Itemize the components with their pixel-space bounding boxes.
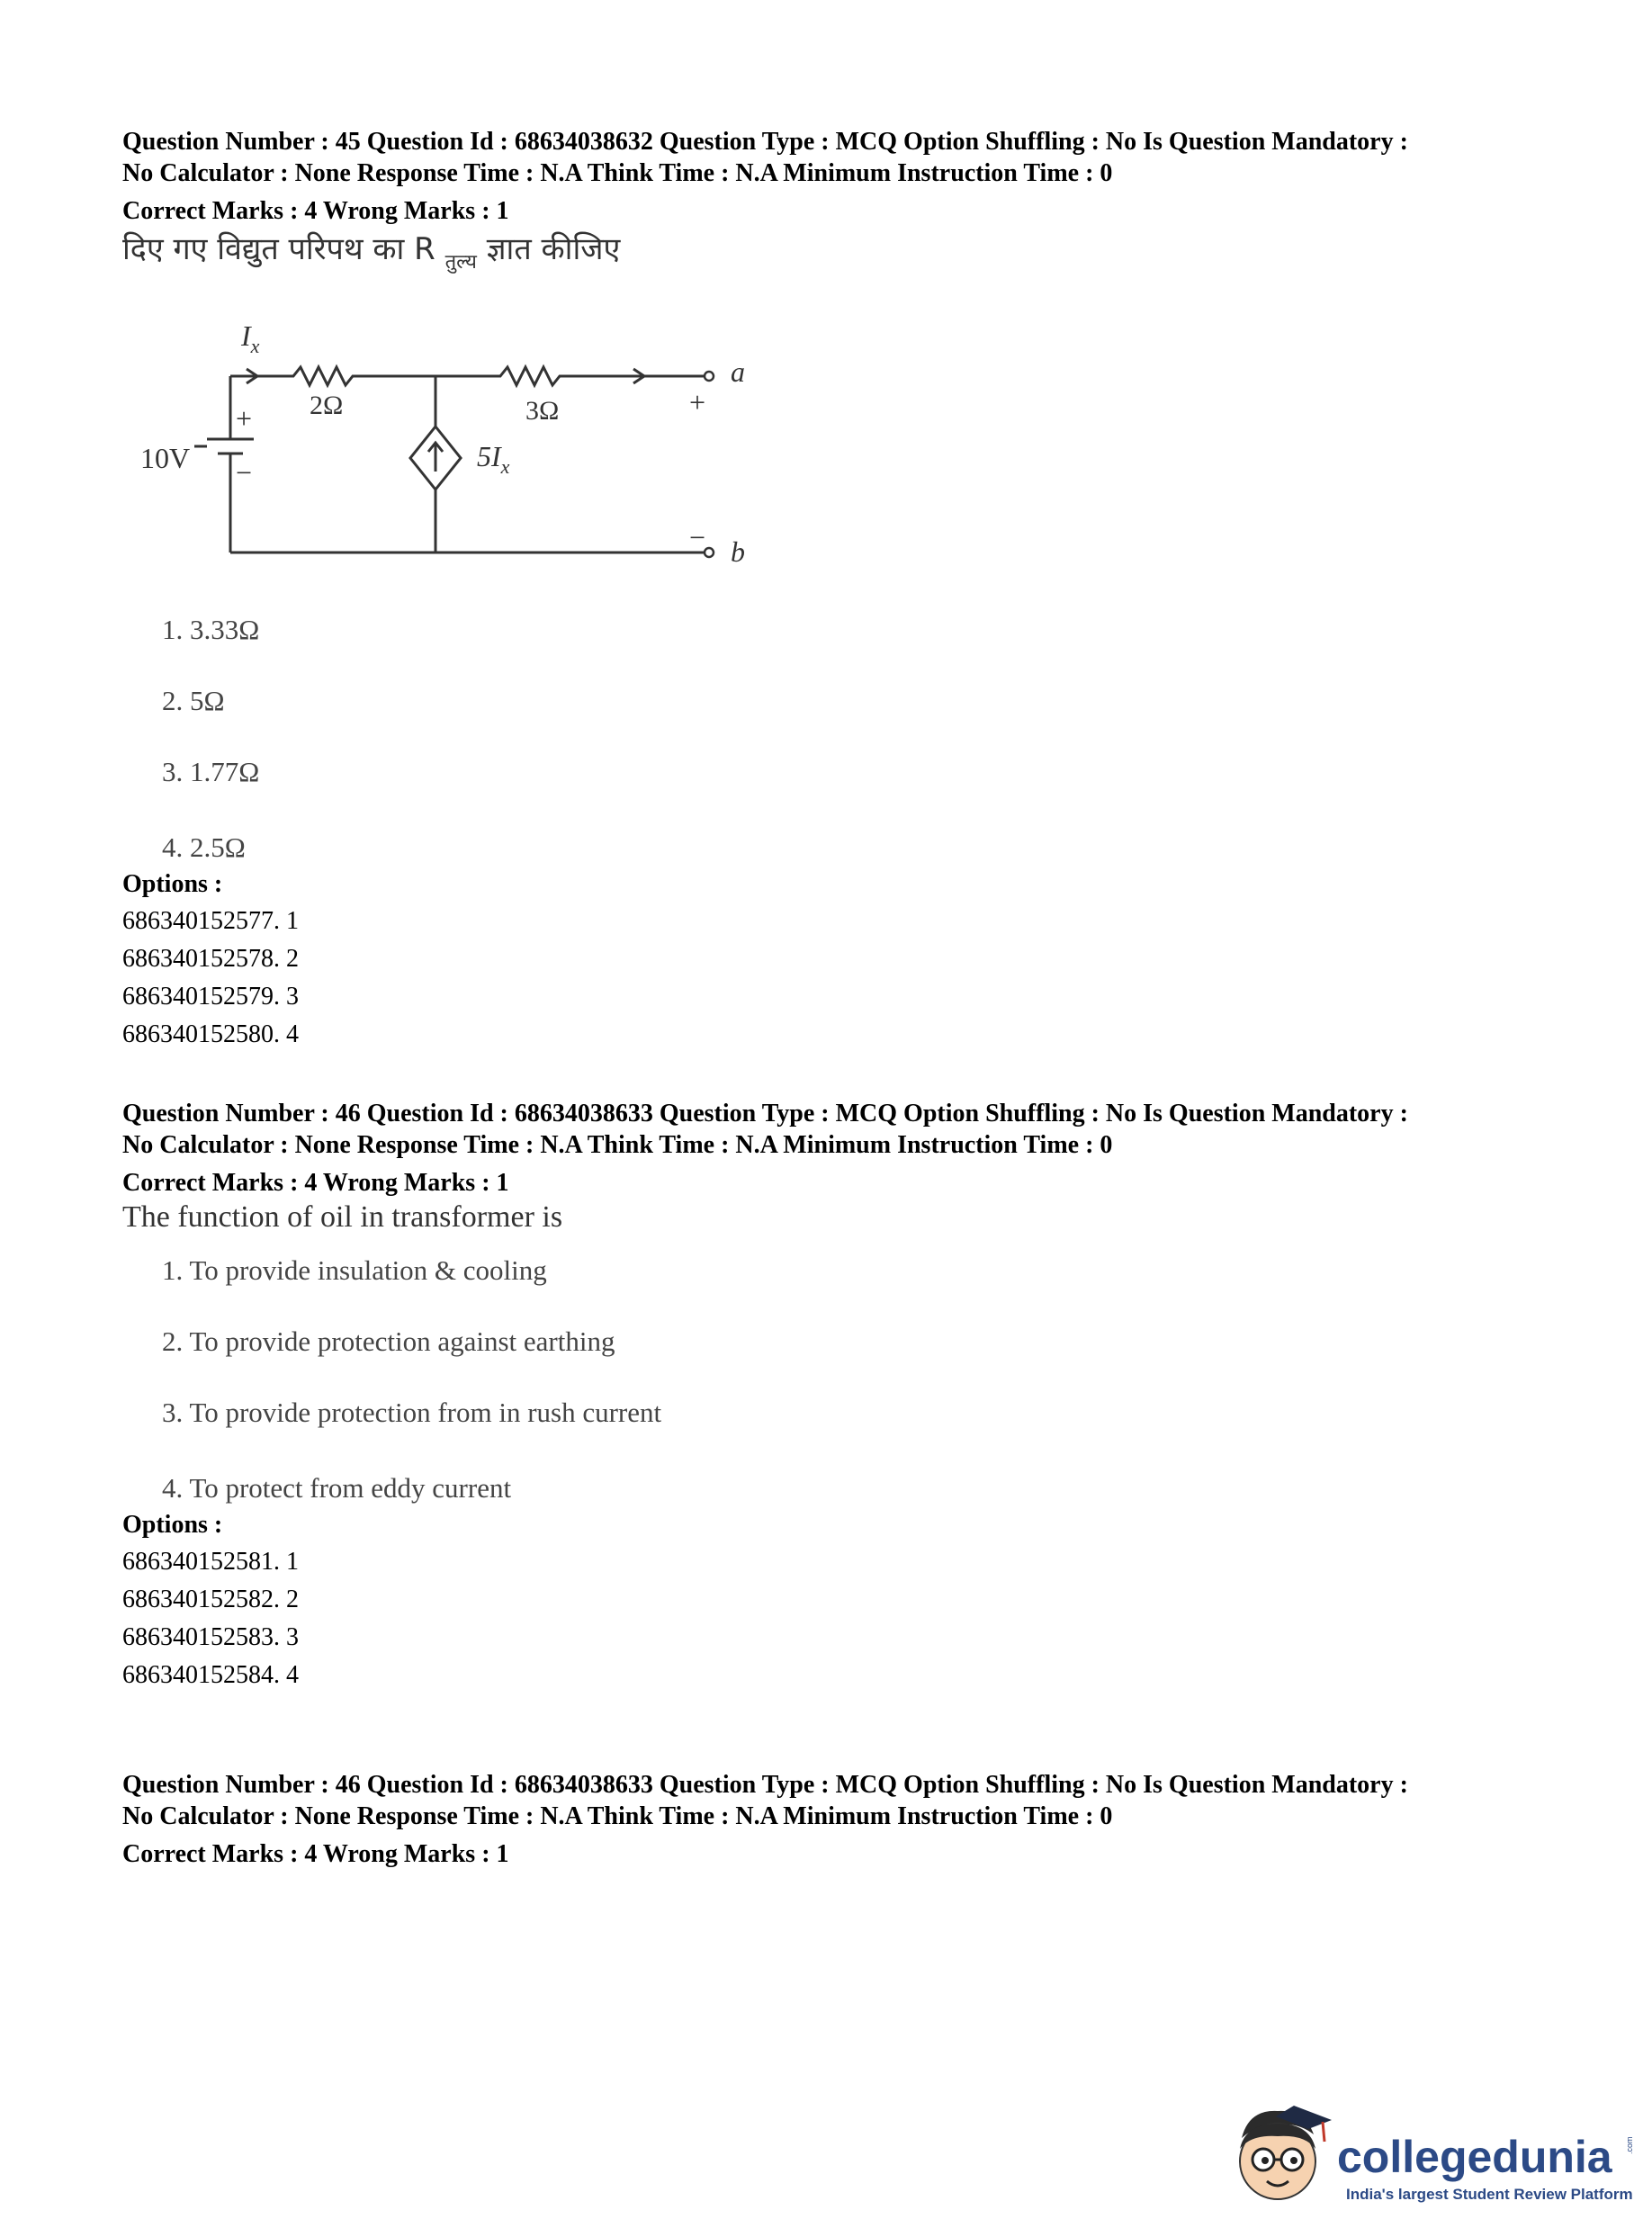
terminal-a-node (705, 372, 714, 381)
choice-2: 2. 5Ω (162, 685, 225, 716)
question-meta-line2: No Calculator : None Response Time : N.A Think Time : N.A Minimum Instruction Time : 0 (122, 1802, 1113, 1830)
mascot-icon (1240, 2106, 1332, 2199)
terminal-b-node (705, 548, 714, 557)
label-terminal-minus: − (689, 521, 706, 553)
choice-3: 3. To provide protection from in rush current (162, 1397, 662, 1428)
collegedunia-logo (1222, 2102, 1645, 2219)
option-id-4: 686340152584. 4 (122, 1661, 299, 1689)
question-45-answers (122, 594, 1598, 1054)
label-terminal-b: b (731, 535, 745, 568)
logo-brand-text: collegedunia (1337, 2132, 1612, 2182)
question-meta-line1: Question Number : 45 Question Id : 68634038632 Question Type : MCQ Option Shuffling : No Is Question Mandatory : (122, 128, 1408, 156)
option-id-2: 686340152578. 2 (122, 945, 299, 973)
label-ix: $I_x$ (241, 319, 260, 357)
option-id-1: 686340152581. 1 (122, 1548, 299, 1576)
question-block-46 (122, 1098, 1598, 1694)
options-label: Options : (122, 870, 223, 898)
label-battery-minus: − (236, 456, 253, 489)
label-battery-plus: + (236, 402, 253, 435)
question-meta-line2: No Calculator : None Response Time : N.A Think Time : N.A Minimum Instruction Time : 0 (122, 159, 1113, 187)
choice-1: 1. To provide insulation & cooling (162, 1254, 547, 1286)
option-id-2: 686340152582. 2 (122, 1586, 299, 1613)
question-marks: Correct Marks : 4 Wrong Marks : 1 (122, 1169, 509, 1197)
option-id-1: 686340152577. 1 (122, 907, 299, 935)
option-id-3: 686340152583. 3 (122, 1623, 299, 1651)
top-wire (230, 367, 704, 385)
label-terminal-plus: + (689, 386, 706, 418)
question-stem: The function of oil in transformer is (122, 1200, 563, 1234)
question-block-45 (122, 126, 1598, 274)
question-stem (122, 227, 1598, 274)
choice-3: 3. 1.77Ω (162, 756, 260, 787)
question-meta-line1: Question Number : 46 Question Id : 68634038633 Question Type : MCQ Option Shuffling : No Is Question Mandatory : (122, 1100, 1408, 1127)
question-meta-line2: No Calculator : None Response Time : N.A Think Time : N.A Minimum Instruction Time : 0 (122, 1131, 1113, 1159)
options-label: Options : (122, 1511, 223, 1539)
choice-4: 4. To protect from eddy current (162, 1472, 512, 1504)
question-meta-line1: Question Number : 46 Question Id : 68634038633 Question Type : MCQ Option Shuffling : No Is Question Mandatory : (122, 1771, 1408, 1799)
logo-tagline: India's largest Student Review Platform (1346, 2186, 1633, 2203)
circuit-diagram (122, 317, 770, 578)
choice-1: 1. 3.33Ω (162, 614, 260, 645)
choice-2: 2. To provide protection against earthing (162, 1325, 615, 1357)
question-marks: Correct Marks : 4 Wrong Marks : 1 (122, 1840, 509, 1868)
label-terminal-a: a (731, 355, 745, 388)
label-source-voltage: 10V (140, 442, 191, 474)
option-id-4: 686340152580. 4 (122, 1020, 299, 1048)
logo-com-text: .com (1625, 2136, 1634, 2154)
question-block-46-repeat (122, 1769, 1598, 1870)
option-id-3: 686340152579. 3 (122, 983, 299, 1011)
label-dependent-source: $5I_x$ (477, 440, 510, 478)
stem-text-post: ज्ञात कीजिए (486, 231, 621, 267)
choice-4: 4. 2.5Ω (162, 831, 246, 863)
label-r1: 2Ω (310, 391, 344, 420)
question-marks: Correct Marks : 4 Wrong Marks : 1 (122, 197, 509, 225)
stem-text-pre: दिए गए विद्युत परिपथ का R (122, 231, 435, 267)
stem-subscript: तुल्य (444, 251, 477, 274)
label-r2: 3Ω (525, 396, 560, 426)
